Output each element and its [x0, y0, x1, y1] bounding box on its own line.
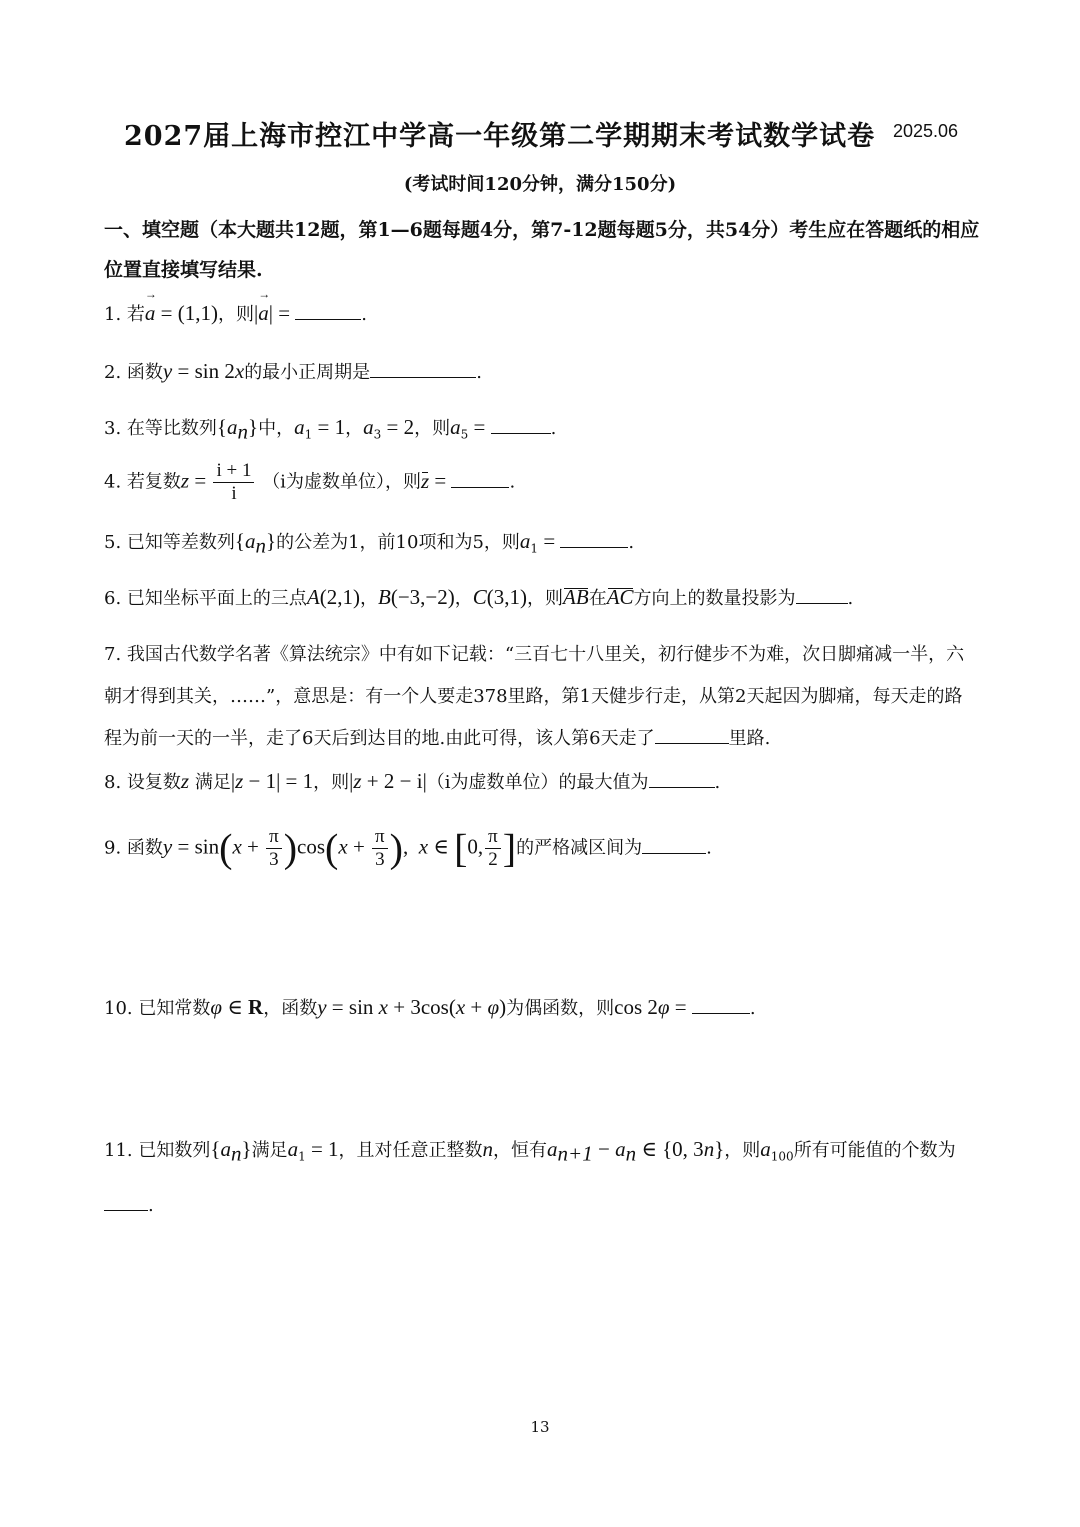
- answer-blank[interactable]: [295, 301, 361, 320]
- question-5: 5. 已知等差数列$\{a_n\}$的公差为1，前10项和为5，则$a_1$ = .: [104, 529, 635, 558]
- section-heading: 一、填空题（本大题共12题，第1—6题每题4分，第7-12题每题5分，共54分）考生应在答题纸的相应位置直接填写结果.: [104, 219, 980, 281]
- question-10: 10. 已知常数φ ∈ R，函数y = sin x + 3cos(x + φ)为偶函数，则cos 2φ = .: [104, 995, 756, 1019]
- exam-subtitle: (考试时间120分钟，满分150分): [403, 174, 677, 195]
- question-9: 9. 函数y = sin(x + $\frac{\pi}{3}$ )cos(x + $\frac{\pi}{3}$ ), x ∈ [0, $\frac{\pi}{2}$ ]的严格减区间为 .: [104, 825, 712, 871]
- question-11-blank-line: .: [104, 1192, 154, 1216]
- answer-blank[interactable]: [491, 415, 551, 434]
- question-4: 4. 若复数z = $\frac{i + 1}{i}$ （i为虚数单位），则z = .: [104, 460, 516, 504]
- exam-date: 2025.06: [893, 121, 959, 141]
- answer-blank[interactable]: [560, 529, 628, 548]
- question-7: 7. 我国古代数学名著《算法统宗》中有如下记载：“三百七十八里关，初行健步不为难，次日脚痛减一半，六朝才得到其关，……”，意思是：有一个人要走378里路，第1天健步行走，从第2天起因为脚痛，每天走的路程为前一天的一半，走了6天后到达目的地.由此可得，该人第6天走了 里路.: [104, 644, 965, 749]
- answer-blank[interactable]: [451, 469, 509, 488]
- exam-title: 2027届上海市控江中学高一年级第二学期期末考试数学试卷: [124, 121, 876, 152]
- page-number: 13: [530, 1418, 550, 1436]
- answer-blank[interactable]: [796, 585, 848, 604]
- answer-blank[interactable]: [104, 1192, 148, 1211]
- question-6: 6. 已知坐标平面上的三点A(2,1)，B(−3,−2)，C(3,1)，则AB在AC方向上的数量投影为 .: [104, 585, 854, 609]
- question-3: 3. 在等比数列$\{a_n\}$中，$a_1 = 1$，$a_3 = 2$，则$a_5$ = .: [104, 415, 557, 444]
- question-8: 8. 设复数z 满足|z − 1| = 1，则|z + 2 − i|（i为虚数单位）的最大值为 .: [104, 769, 721, 793]
- question-11: 11. 已知数列$\{a_n\}$满足$a_1 = 1$，且对任意正整数n，恒有$a_{n+1} - a_n$ ∈ {0, 3n}，则$a_{100}$所有可能值的个数为: [104, 1137, 956, 1166]
- answer-blank[interactable]: [642, 835, 706, 854]
- answer-blank[interactable]: [692, 995, 750, 1014]
- answer-blank[interactable]: [370, 359, 476, 378]
- answer-blank[interactable]: [655, 725, 729, 744]
- question-1: 1. 若a → = (1,1)，则|a →| = .: [104, 300, 367, 326]
- question-2: 2. 函数y = sin 2x的最小正周期是 .: [104, 359, 482, 383]
- answer-blank[interactable]: [649, 769, 715, 788]
